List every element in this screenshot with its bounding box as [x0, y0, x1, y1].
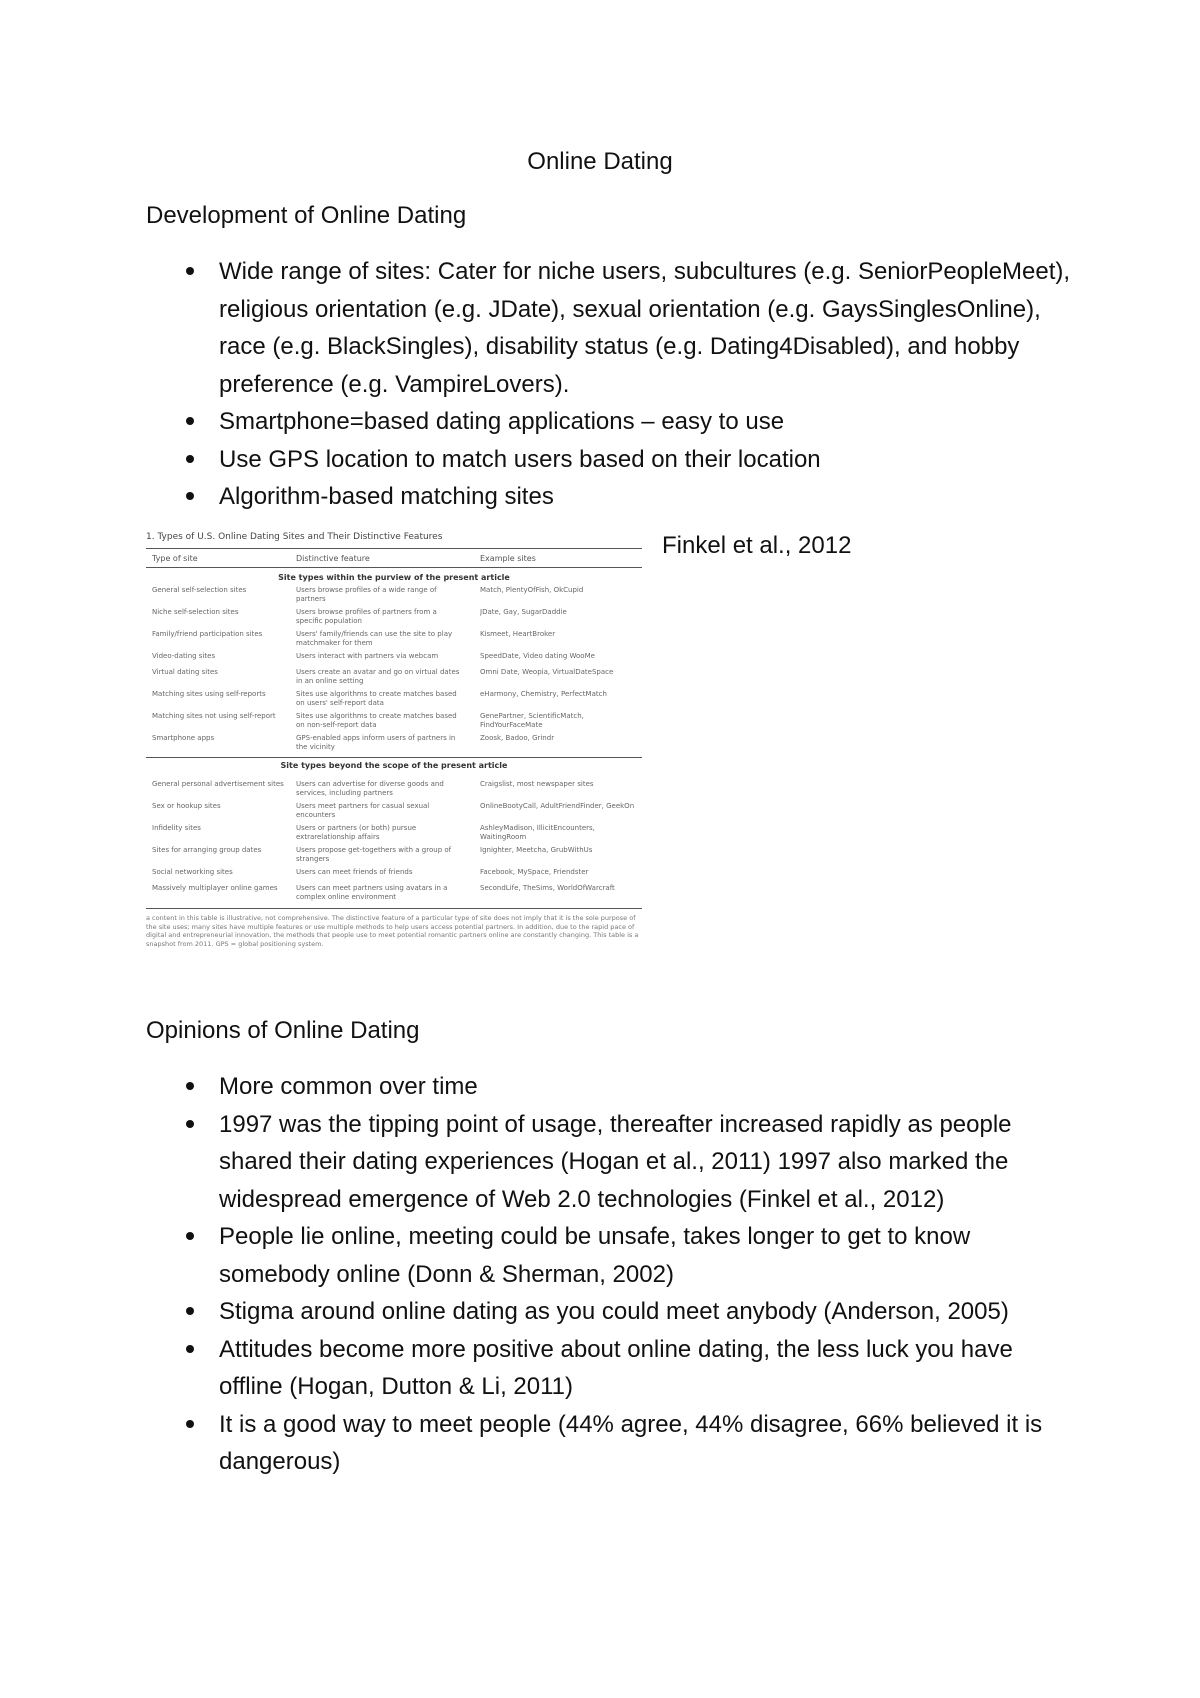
list-item: Use GPS location to match users based on their location	[146, 441, 1076, 479]
list-item: Smartphone=based dating applications – easy to use	[146, 403, 1076, 441]
table-cell: Users can advertise for diverse goods and services, including partners	[296, 780, 444, 797]
table-cell: Virtual dating sites	[152, 668, 218, 676]
table-cell: eHarmony, Chemistry, PerfectMatch	[480, 690, 607, 698]
table-header-examples: Example sites	[480, 554, 536, 563]
table-cell: Zoosk, Badoo, Grindr	[480, 734, 555, 742]
table-cell: Users or partners (or both) pursue extrarelationship affairs	[296, 824, 417, 841]
table-cell: Sites for arranging group dates	[152, 846, 262, 854]
table-cell: Craigslist, most newspaper sites	[480, 780, 594, 788]
list-item: Algorithm-based matching sites	[146, 478, 1076, 516]
table-cell: GenePartner, ScientificMatch, FindYourFaceMate	[480, 712, 584, 729]
table-row	[146, 802, 642, 824]
table-section-label: Site types within the purview of the present article	[278, 573, 510, 582]
table-cell: Video-dating sites	[152, 652, 216, 660]
table-cell: Massively multiplayer online games	[152, 884, 278, 892]
table-row	[146, 608, 642, 630]
table-row	[146, 846, 642, 868]
table-row	[146, 780, 642, 802]
table-cell: Sites use algorithms to create matches based on non-self-report data	[296, 712, 457, 729]
list-item: 1997 was the tipping point of usage, thereafter increased rapidly as people shared their dating experiences (Hogan et al., 2011) 1997 also marked the widespread emergence of Web 2.0 technologies (Finkel et al., 2012)	[146, 1106, 1076, 1219]
table-cell: SecondLife, TheSims, WorldOfWarcraft	[480, 884, 615, 892]
table-cell: Smartphone apps	[152, 734, 215, 742]
table-section-label: Site types beyond the scope of the present article	[280, 761, 508, 770]
table-cell: Users propose get-togethers with a group of strangers	[296, 846, 452, 863]
table-row	[146, 668, 642, 690]
table-cell: GPS-enabled apps inform users of partners in the vicinity	[296, 734, 456, 751]
table-row	[146, 824, 642, 846]
table-cell: Sites use algorithms to create matches based on users' self-report data	[296, 690, 457, 707]
table-cell: Users browse profiles of partners from a specific population	[296, 608, 437, 625]
list-item: Stigma around online dating as you could meet anybody (Anderson, 2005)	[146, 1293, 1076, 1331]
table-cell: AshleyMadison, IllicitEncounters, WaitingRoom	[480, 824, 595, 841]
list-item: People lie online, meeting could be unsafe, takes longer to get to know somebody online (Donn & Sherman, 2002)	[146, 1218, 1076, 1293]
table-cell: Ignighter, Meetcha, GrubWithUs	[480, 846, 593, 854]
table-cell: Kismeet, HeartBroker	[480, 630, 556, 638]
development-bullet-list	[146, 253, 1076, 516]
list-item: It is a good way to meet people (44% agree, 44% disagree, 66% believed it is dangerous)	[146, 1406, 1076, 1481]
table-cell: Users browse profiles of a wide range of partners	[296, 586, 437, 603]
table-rule	[146, 757, 642, 758]
table-cell: Facebook, MySpace, Friendster	[480, 868, 589, 876]
table-cell: Omni Date, Weopia, VirtualDateSpace	[480, 668, 614, 676]
table-cell: Matching sites not using self-report	[152, 712, 276, 720]
table-cell: Users' family/friends can use the site to play matchmaker for them	[296, 630, 453, 647]
table-cell: Niche self-selection sites	[152, 608, 239, 616]
opinions-bullet-list	[146, 1068, 1076, 1481]
table-cell: Users can meet partners using avatars in a complex online environment	[296, 884, 448, 901]
table-row	[146, 734, 642, 756]
table-row	[146, 884, 642, 906]
list-item: More common over time	[146, 1068, 1076, 1106]
table-row	[146, 586, 642, 608]
table-row	[146, 690, 642, 712]
table-cell: Social networking sites	[152, 868, 233, 876]
table-cell: SpeedDate, Video dating WooMe	[480, 652, 595, 660]
table-cell: Users create an avatar and go on virtual dates in an online setting	[296, 668, 460, 685]
dating-sites-table-image	[146, 528, 642, 964]
table-cell: Matching sites using self-reports	[152, 690, 266, 698]
table-row	[146, 630, 642, 652]
table-cell: Sex or hookup sites	[152, 802, 221, 810]
table-header-type: Type of site	[152, 554, 198, 563]
list-item: Attitudes become more positive about online dating, the less luck you have offline (Hogan, Dutton & Li, 2011)	[146, 1331, 1076, 1406]
table-cell: OnlineBootyCall, AdultFriendFinder, GeekOn	[480, 802, 635, 810]
table-cell: Users meet partners for casual sexual encounters	[296, 802, 430, 819]
figure-citation: Finkel et al., 2012	[662, 532, 852, 559]
table-row	[146, 712, 642, 734]
list-item: Wide range of sites: Cater for niche users, subcultures (e.g. SeniorPeopleMeet), religious orientation (e.g. JDate), sexual orientation (e.g. GaysSinglesOnline), race (e.g. BlackSingles), disability status (e.g. Dating4Disabled), and hobby preference (e.g. VampireLovers).	[146, 253, 1076, 403]
table-cell: Match, PlentyOfFish, OkCupid	[480, 586, 584, 594]
section-heading-development: Development of Online Dating	[146, 202, 467, 229]
table-cell: Users interact with partners via webcam	[296, 652, 439, 660]
table-rule	[146, 908, 642, 909]
document-title: Online Dating	[527, 148, 673, 175]
table-rule	[146, 548, 642, 549]
table-cell: Users can meet friends of friends	[296, 868, 413, 876]
table-cell: Infidelity sites	[152, 824, 201, 832]
table-cell: General self-selection sites	[152, 586, 247, 594]
table-cell: Family/friend participation sites	[152, 630, 263, 638]
table-footnote: a content in this table is illustrative, not comprehensive. The distinctive feature of a particular type of site does not imply that it is the sole purpose of the site uses; many sites have multiple features or use multiple methods to help users access potential partners. In addition, due to the rapid pace of digital and entrepreneurial innovation, the methods that people use to meet potential romantic partners online are constantly changing. This table is a snapshot from 2011. GPS = global positioning system.	[146, 914, 639, 948]
table-cell: General personal advertisement sites	[152, 780, 284, 788]
table-cell: JDate, Gay, SugarDaddie	[480, 608, 567, 616]
table-header-feature: Distinctive feature	[296, 554, 370, 563]
table-rule	[146, 567, 642, 568]
table-caption: 1. Types of U.S. Online Dating Sites and Their Distinctive Features	[146, 532, 443, 542]
section-heading-opinions: Opinions of Online Dating	[146, 1017, 420, 1044]
